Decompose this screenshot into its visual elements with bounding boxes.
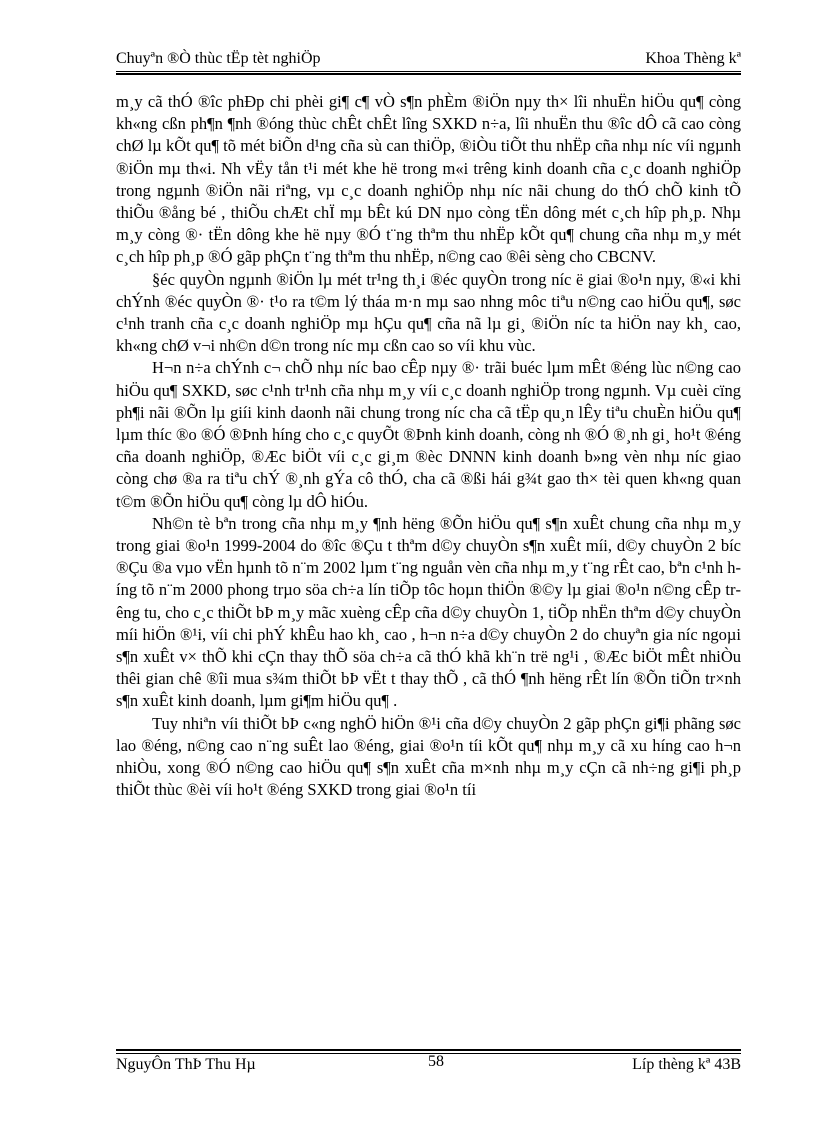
document-title: Chuyªn ®Ò thùc tËp tèt nghiÖp	[116, 50, 321, 67]
faculty-name: Khoa Thèng kª	[645, 50, 741, 67]
author-name: NguyÔn ThÞ Thu Hµ	[116, 1056, 256, 1073]
paragraph: Nh©n tè bªn trong cña nhµ m¸y ¶nh hëng ®Õn hiÖu qu¶ s¶n xuÊt chung cña nhµ m¸y trong giai ®o¹n 1999-2004 do ®îc ®Çu t thªm d©y chuyÒn s¶n xuÊt míi, d©y chuyÒn 2 bíc ®Çu ®a vµo vËn hµnh tõ n¨m 2002 lµm t¨ng nguån vèn cña nhµ m¸y t¨ng rÊt cao, bªn c¹nh híng tõ n¨m 2000 phong trµo söa ch÷a lín tiÕp tôc hoµn thiÖn ®©y lµ giai ®o¹n n©ng cÊp trêng tu, cho c¸c thiÕt bÞ m¸y mãc xuèng cÊp cña d©y chuyÒn 1, tiÕp nhËn thªm d©y chuyÒn míi hiÖn ®¹i, víi chi phÝ khÊu hao kh¸ cao , h¬n n÷a d©y chuyÒn 2 do chuyªn gia níc ngoµi s¶n xuÊt v× thÕ khi cÇn thay thÕ söa ch÷a cã thÓ khã kh¨n trë ng¹i , ®Æc biÖt mÊt nhiÒu thêi gian chê ®îi mua s¾m thiÕt bÞ vËt t thay thÕ , cã thÓ ¶nh hëng rÊt lín ®Õn tiÕn tr×nh s¶n xuÊt kinh doanh, lµm gi¶m hiÖu qu¶ .	[116, 513, 741, 711]
body-text	[116, 91, 741, 802]
header-divider-thick	[116, 73, 741, 75]
page-header	[116, 50, 741, 70]
class-label: Líp thèng kª 43B	[632, 1056, 741, 1073]
paragraph: Tuy nhiªn víi thiÕt bÞ c«ng nghÖ hiÖn ®¹i cña d©y chuyÒn 2 gãp phÇn gi¶i phãng søc lao ®éng, n©ng cao n¨ng suÊt lao ®éng, giai ®o¹n tíi kÕt qu¶ nhµ m¸y cã xu híng cao h¬n nhiÒu, xong ®Ó n©ng cao hiÖu qu¶ s¶n xuÊt cña m×nh nhµ m¸y cÇn cã nh÷ng gi¶i ph¸p thiÕt thùc ®èi víi ho¹t ®éng SXKD trong giai ®o¹n tíi	[116, 713, 741, 800]
paragraph: m¸y cã thÓ ®îc phÐp chi phèi gi¶ c¶ vÒ s¶n phÈm ®iÖn nµy th× lîi nhuËn hiÖu qu¶ còng kh«ng cßn ph¶n ¶nh ®óng thùc chÊt chÊt lîng SXKD n÷a, lîi nhuËn thu ®îc dÔ cã cao còng chØ lµ kÕt qu¶ tõ mét biÕn d¹ng cña sù can thiÖp, ®iÒu tiÕt thu nhËp cña nhµ níc víi ngµnh ®iÖn mµ th«i. Nh vËy tån t¹i mét khe hë trong m«i trêng kinh doanh cña c¸c doanh nghiÖp trong ngµnh ®iÖn nãi riªng, vµ c¸c doanh nghiÖp nhµ níc nãi chung do thÓ chÕ kinh tÕ thiÕu ®ång bé , thiÕu chÆt chÏ mµ bÊt kú DN nµo còng tËn dông mét c¸ch hîp ph¸p. Nhµ m¸y còng ®· tËn dông khe hë nµy ®Ó t¨ng thªm thu nhËp kÕt qu¶ chung cña nhµ m¸y mét c¸ch hîp ph¸p ®Ó gãp phÇn t¨ng thªm thu nhËp, n©ng cao ®êi sèng cho CBCNV.	[116, 92, 741, 267]
page-number: 58	[428, 1053, 444, 1070]
header-divider	[116, 71, 741, 72]
footer-divider-thick	[116, 1049, 741, 1051]
paragraph: §éc quyÒn ngµnh ®iÖn lµ mét tr¹ng th¸i ®éc quyÒn trong níc ë giai ®o¹n nµy, ®«i khi chÝnh ®éc quyÒn ®· t¹o ra t©m lý tháa m·n mµ sao nhng môc tiªu n©ng cao hiÖu qu¶, søc c¹nh tranh cña c¸c doanh nghiÖp mµ hÇu qu¶ cña nã lµ gi¸ ®iÖn níc ta hiÖn nay kh¸ cao, kh«ng chØ v¬i nh©n d©n trong níc mµ cßn cao so víi khu vùc.	[116, 269, 741, 356]
page-footer	[116, 1053, 741, 1078]
paragraph: H¬n n÷a chÝnh c¬ chÕ nhµ níc bao cÊp nµy ®· trãi buéc lµm mÊt ®éng lùc n©ng cao hiÖu qu¶ SXKD, søc c¹nh tr¹nh cña nhµ m¸y víi c¸c doanh nghiÖp trong ngµnh. Vµ cuèi cïng ph¶i nãi ®Õn lµ giíi kinh daonh nãi chung trong níc cha cã tËp qu¸n lÊy tiªu chuÈn hiÖu qu¶ lµm thíc ®o ®Ó ®Þnh híng cho c¸c quyÕt ®Þnh kinh doanh, còng nh ®Ó ®¸nh gi¸ ho¹t ®éng cña doanh nghiÖp, ®Æc biÖt víi c¸c gi¸m ®èc DNNN kinh doanh b»ng vèn nhµ níc giao còng chø ®a ra tiªu chÝ ®¸nh gÝa cô thÓ, cha cã ®ßi hái g¾t gao th× tèi quen kh«ng quan t©m ®Õn hiÖu qu¶ còng lµ dÔ hiÓu.	[116, 358, 741, 511]
